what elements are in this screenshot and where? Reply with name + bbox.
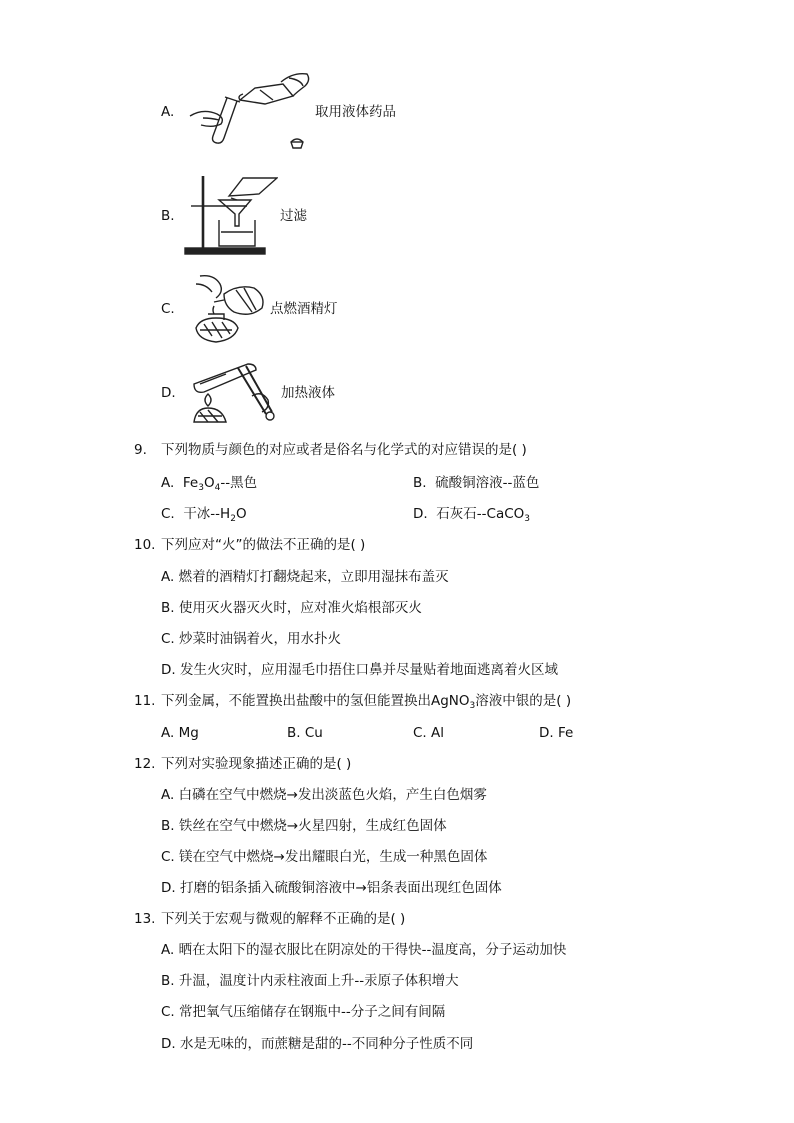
option-caption: 加热液体 (281, 385, 335, 401)
option-a: A. 晒在太阳下的湿衣服比在阴凉处的干得快--温度高，分子运动加快 (161, 942, 567, 958)
question-number: 12. (134, 756, 156, 772)
option-letter: C. (161, 301, 175, 317)
option-b: B. 升温，温度计内汞柱液面上升--汞原子体积增大 (161, 973, 459, 989)
option-d: D. 打磨的铝条插入硫酸铜溶液中→铝条表面出现红色固体 (161, 880, 502, 896)
question-number: 10. (134, 537, 156, 553)
option-caption: 点燃酒精灯 (270, 301, 338, 317)
option-d: D. 水是无味的，而蔗糖是甜的--不同种分子性质不同 (161, 1036, 474, 1052)
option-c: C. 镁在空气中燃烧→发出耀眼白光，生成一种黑色固体 (161, 849, 488, 865)
heating-liquid-icon (186, 360, 282, 424)
question-number: 13. (134, 911, 156, 927)
option-d: D. Fe (539, 725, 574, 741)
option-caption: 过滤 (280, 208, 307, 224)
option-d: D. 发生火灾时，应用湿毛巾捂住口鼻并尽量贴着地面逃离着火区域 (161, 662, 558, 678)
option-d: D. 石灰石--CaCO$_3$ (413, 506, 531, 524)
filtration-icon (183, 174, 278, 258)
option-c: C. 干冰$--H_2O$ (161, 506, 247, 524)
option-a: A. 燃着的酒精灯打翻烧起来，立即用湿抹布盖灭 (161, 569, 449, 585)
option-b: B. 硫酸铜溶液--蓝色 (413, 475, 540, 491)
question-stem: 下列对实验现象描述正确的是( ) (161, 756, 352, 772)
option-c: C. 炒菜时油锅着火，用水扑火 (161, 631, 342, 647)
option-caption: 取用液体药品 (315, 104, 396, 120)
lighting-alcohol-lamp-icon (186, 272, 268, 346)
option-b: B. 使用灭火器灭火时，应对准火焰根部灭火 (161, 600, 422, 616)
option-c: C. Al (413, 725, 444, 741)
option-b: B. 铁丝在空气中燃烧→火星四射，生成红色固体 (161, 818, 447, 834)
option-a: A. $Fe_3O_4--$黑色 (161, 475, 258, 493)
option-letter: B. (161, 208, 175, 224)
option-b: B. Cu (287, 725, 323, 741)
question-stem: 下列金属，不能置换出盐酸中的氢但能置换出AgNO$_3$溶液中银的是( ) (161, 693, 572, 711)
question-stem: 下列应对“火”的做法不正确的是( ) (161, 537, 366, 553)
option-a: A. 白磷在空气中燃烧→发出淡蓝色火焰，产生白色烟雾 (161, 787, 487, 803)
question-stem: 下列物质与颜色的对应或者是俗名与化学式的对应错误的是( ) (161, 442, 527, 458)
question-stem: 下列关于宏观与微观的解释不正确的是( ) (161, 911, 406, 927)
option-a: A. Mg (161, 725, 199, 741)
question-number: 9. (134, 442, 147, 458)
option-letter: D. (161, 385, 176, 401)
option-letter: A. (161, 104, 175, 120)
pouring-liquid-icon (185, 68, 315, 156)
question-number: 11. (134, 693, 156, 709)
option-c: C. 常把氧气压缩储存在钢瓶中--分子之间有间隔 (161, 1004, 446, 1020)
